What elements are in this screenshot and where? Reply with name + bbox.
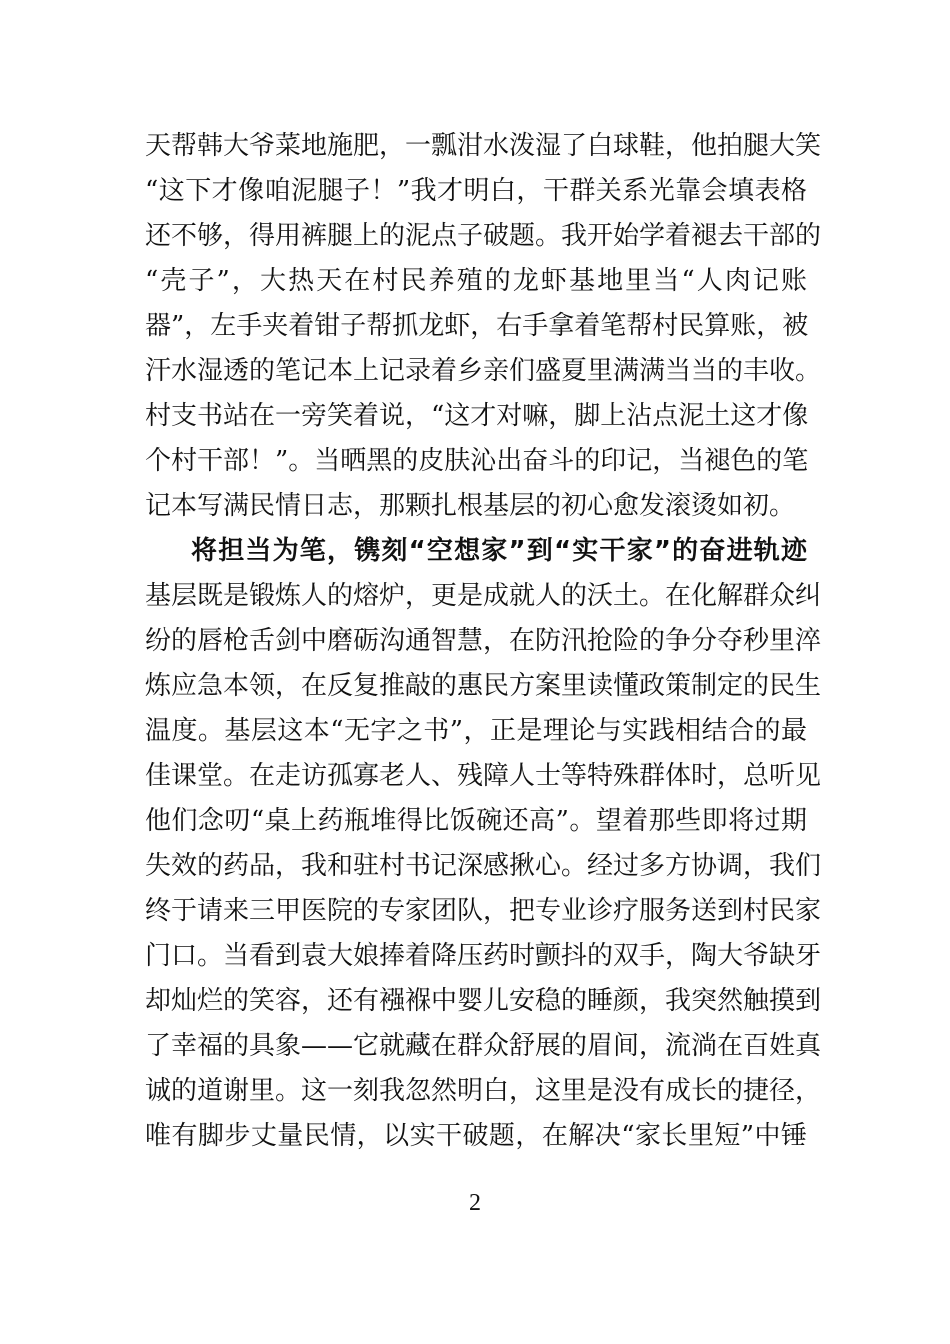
paragraph-line: 村支书站在一旁笑着说，“这才对嘛，脚上沾点泥土这才像 — [145, 401, 809, 431]
paragraph-line: 纷的唇枪舌剑中磨砺沟通智慧，在防汛抢险的争分夺秒里淬 — [145, 626, 822, 656]
paragraph-line: “这下才像咱泥腿子！”我才明白，干群关系光靠会填表格 — [145, 176, 807, 206]
paragraph-line: “壳子”，大热天在村民养殖的龙虾基地里当“人肉记账 — [145, 266, 807, 296]
paragraph-line: 他们念叨“桌上药瓶堆得比饭碗还高”。望着那些即将过期 — [145, 806, 807, 836]
paragraph-line: 记本写满民情日志，那颗扎根基层的初心愈发滚烫如初。 — [145, 491, 796, 521]
paragraph-line: 温度。基层这本“无字之书”，正是理论与实践相结合的最 — [145, 716, 807, 746]
paragraph-line: 基层既是锻炼人的熔炉，更是成就人的沃土。在化解群众纠 — [145, 581, 822, 611]
paragraph-line: 个村干部！”。当晒黑的皮肤沁出奋斗的印记，当褪色的笔 — [145, 446, 809, 476]
paragraph-line: 器”，左手夹着钳子帮抓龙虾，右手拿着笔帮村民算账，被 — [145, 311, 809, 341]
paragraph-line: 却灿烂的笑容，还有襁褓中婴儿安稳的睡颜，我突然触摸到 — [145, 986, 822, 1016]
paragraph-line: 终于请来三甲医院的专家团队，把专业诊疗服务送到村民家 — [145, 896, 822, 926]
paragraph-line: 唯有脚步丈量民情，以实干破题，在解决“家长里短”中锤 — [145, 1121, 807, 1151]
paragraph-line: 炼应急本领，在反复推敲的惠民方案里读懂政策制定的民生 — [145, 671, 822, 701]
paragraph-line: 诚的道谢里。这一刻我忽然明白，这里是没有成长的捷径， — [145, 1076, 822, 1106]
paragraph-line: 失效的药品，我和驻村书记深感揪心。经过多方协调，我们 — [145, 851, 822, 881]
paragraph-line: 门口。当看到袁大娘捧着降压药时颤抖的双手，陶大爷缺牙 — [145, 941, 822, 971]
section-heading: 将担当为笔，镌刻“空想家”到“实干家”的奋进轨迹 — [191, 536, 807, 566]
page-number: 2 — [469, 1190, 481, 1216]
paragraph-line: 了幸福的具象——它就藏在群众舒展的眉间，流淌在百姓真 — [145, 1031, 822, 1061]
paragraph-line: 还不够，得用裤腿上的泥点子破题。我开始学着褪去干部的 — [145, 221, 822, 251]
paragraph-line: 汗水湿透的笔记本上记录着乡亲们盛夏里满满当当的丰收。 — [145, 356, 822, 386]
paragraph-line: 佳课堂。在走访孤寡老人、残障人士等特殊群体时，总听见 — [145, 761, 822, 791]
paragraph-line: 天帮韩大爷菜地施肥，一瓢泔水泼湿了白球鞋，他拍腿大笑 — [145, 131, 822, 161]
